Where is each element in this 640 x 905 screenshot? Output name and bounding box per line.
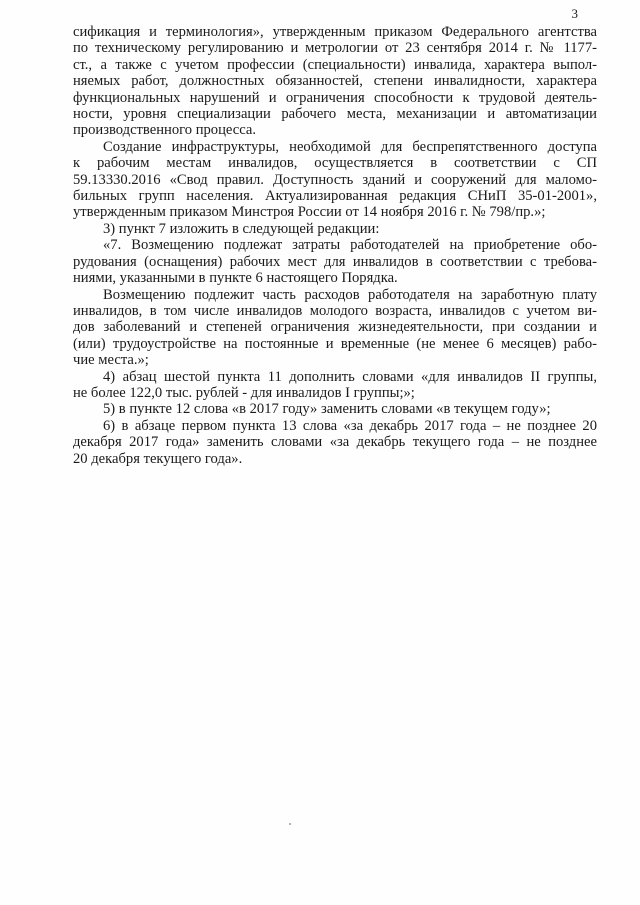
text-line: 6) в абзаце первом пункта 13 слова «за декабрь 2017 года – не позднее 20	[103, 417, 597, 434]
text-line: Возмещению подлежит часть расходов работодателя на заработную плату	[103, 286, 597, 303]
document-body	[73, 24, 597, 467]
text-line: дов заболеваний и степеней ограничения жизнедеятельности, при создании и	[73, 319, 597, 336]
text-line: декабря 2017 года» заменить словами «за декабрь текущего года – не позднее	[73, 434, 597, 451]
text-line: ст., а также с учетом профессии (специальности) инвалида, характера выпол-	[73, 56, 597, 73]
text-line: сификация и терминология», утвержденным приказом Федерального агентства	[73, 24, 597, 40]
text-line: к рабочим местам инвалидов, осуществляется в соответствии с СП	[73, 155, 597, 172]
text-line: ности, уровня специализации рабочего места, механизации и автоматизации	[73, 106, 597, 123]
text-line: Создание инфраструктуры, необходимой для беспрепятственного доступа	[103, 138, 597, 155]
text-line: 3) пункт 7 изложить в следующей редакции:	[103, 220, 380, 237]
text-line: «7. Возмещению подлежат затраты работодателей на приобретение обо-	[103, 237, 597, 254]
text-line: (или) трудоустройстве на постоянные и временные (не менее 6 месяцев) рабо-	[73, 335, 597, 352]
text-line: производственного процесса.	[73, 122, 257, 139]
page-number: 3	[571, 6, 578, 21]
text-line: няемых работ, должностных обязанностей, степени инвалидности, характера	[73, 73, 597, 90]
text-line: утвержденным приказом Минстроя России от 14 ноября 2016 г. № 798/пр.»;	[73, 204, 546, 221]
text-line: рудования (оснащения) рабочих мест для инвалидов в соответствии с требова-	[73, 253, 597, 270]
scan-speck	[289, 823, 291, 825]
text-line: чие места.»;	[73, 352, 149, 369]
text-line: 20 декабря текущего года».	[73, 450, 243, 467]
text-line: 59.13330.2016 «Свод правил. Доступность зданий и сооружений для маломо-	[73, 171, 597, 188]
text-line: 4) абзац шестой пункта 11 дополнить словами «для инвалидов II группы,	[103, 368, 597, 385]
text-line: ниями, указанными в пункте 6 настоящего Порядка.	[73, 270, 398, 287]
text-line: не более 122,0 тыс. рублей - для инвалидов I группы;»;	[73, 384, 415, 401]
text-line: бильных групп населения. Актуализированная редакция СНиП 35-01-2001»,	[73, 188, 597, 205]
text-line: инвалидов, в том числе инвалидов молодого возраста, инвалидов с учетом ви-	[73, 302, 597, 319]
text-line: функциональных нарушений и ограничения способности к трудовой деятель-	[73, 89, 597, 106]
text-line: по техническому регулированию и метрологии от 23 сентября 2014 г. № 1177-	[73, 40, 597, 57]
text-line: 5) в пункте 12 слова «в 2017 году» заменить словами «в текущем году»;	[103, 401, 551, 418]
